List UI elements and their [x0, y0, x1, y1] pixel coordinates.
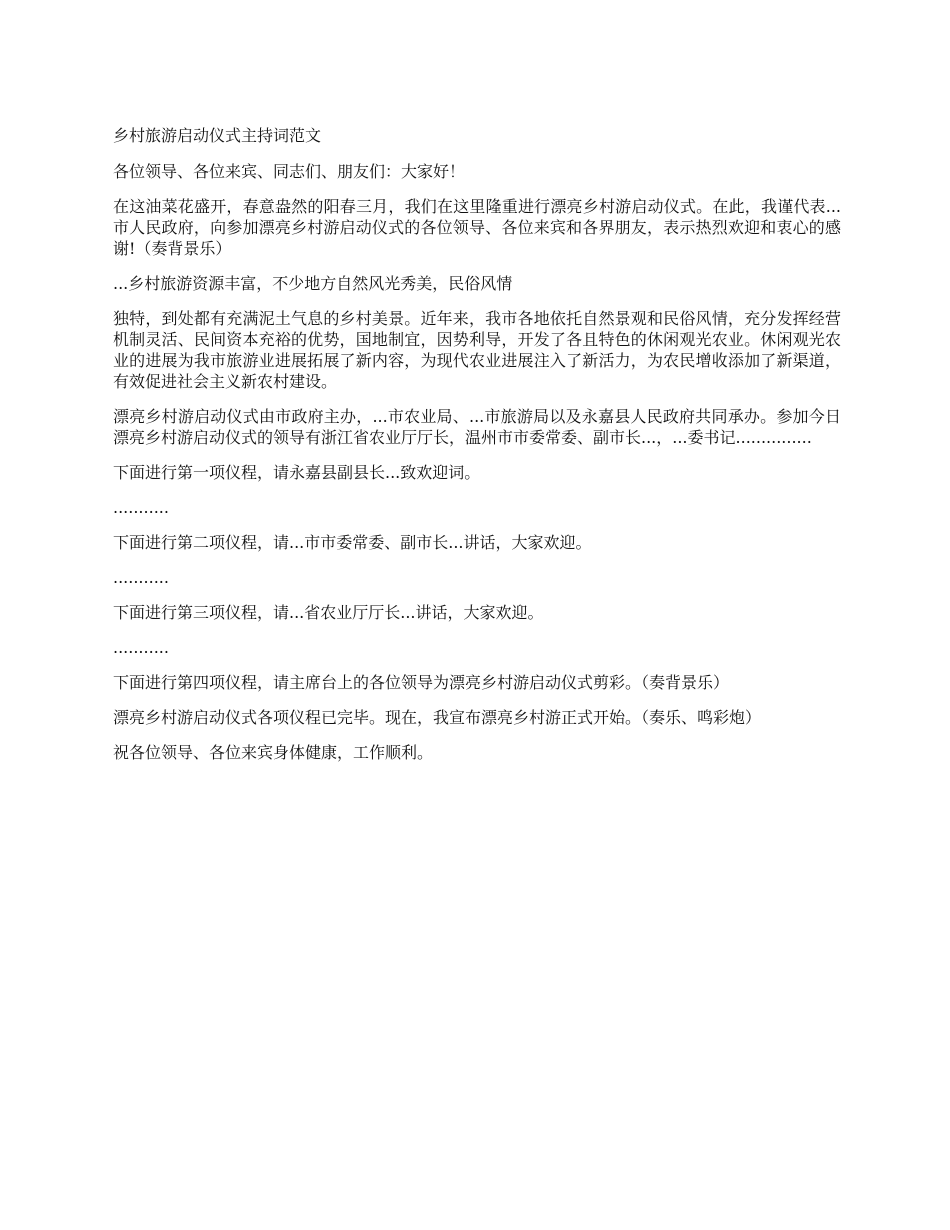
paragraph-development: 独特，到处都有充满泥土气息的乡村美景。近年来，我市各地依托自然景观和民俗风情，充分发挥经营机制灵活、民间资本充裕的优势，国地制宜，因势利导，开发了各且特色的休闲观光农业。休闲观光农业的进展为我市旅游业进展拓展了新内容，为现代农业进展注入了新活力，为农民增收添加了新渠道，有效促进社会主义新农村建设。 — [113, 309, 841, 391]
paragraph-item-four: 下面进行第四项仪程，请主席台上的各位领导为漂亮乡村游启动仪式剪彩。（奏背景乐） — [113, 673, 730, 692]
paragraph-ellipsis-one: ........... — [113, 498, 169, 517]
paragraph-item-three: 下面进行第三项仪程，请...省农业厅厅长...讲话，大家欢迎。 — [113, 603, 544, 622]
document-title: 乡村旅游启动仪式主持词范文 — [113, 126, 322, 145]
paragraph-item-two: 下面进行第二项仪程，请...市市委常委、副市长...讲话，大家欢迎。 — [113, 533, 592, 552]
paragraph-item-one: 下面进行第一项仪程，请永嘉县副县长...致欢迎词。 — [113, 463, 481, 482]
paragraph-resources: ...乡村旅游资源丰富，不少地方自然风光秀美，民俗风情 — [113, 274, 513, 293]
paragraph-greeting: 各位领导、各位来宾、同志们、朋友们：大家好！ — [113, 162, 466, 181]
document-body — [113, 125, 841, 777]
paragraph-opening: 在这油菜花盛开，春意盎然的阳春三月，我们在这里隆重进行漂亮乡村游启动仪式。在此，我谨代表...市人民政府，向参加漂亮乡村游启动仪式的各位领导、各位来宾和各界朋友，表示热烈欢迎和衷心的感谢!（奏背景乐） — [113, 197, 841, 258]
paragraph-ellipsis-three: ........... — [113, 638, 169, 657]
paragraph-ellipsis-two: ........... — [113, 568, 169, 587]
paragraph-closing: 祝各位领导、各位来宾身体健康，工作顺利。 — [113, 743, 434, 762]
paragraph-organizers: 漂亮乡村游启动仪式由市政府主办，...市农业局、...市旅游局以及永嘉县人民政府共同承办。参加今日漂亮乡村游启动仪式的领导有浙江省农业厅厅长，温州市市委常委、副市长...，...委书记............... — [113, 407, 841, 447]
paragraph-announcement: 漂亮乡村游启动仪式各项仪程已完毕。现在，我宣布漂亮乡村游正式开始。（奏乐、鸣彩炮） — [113, 708, 762, 727]
